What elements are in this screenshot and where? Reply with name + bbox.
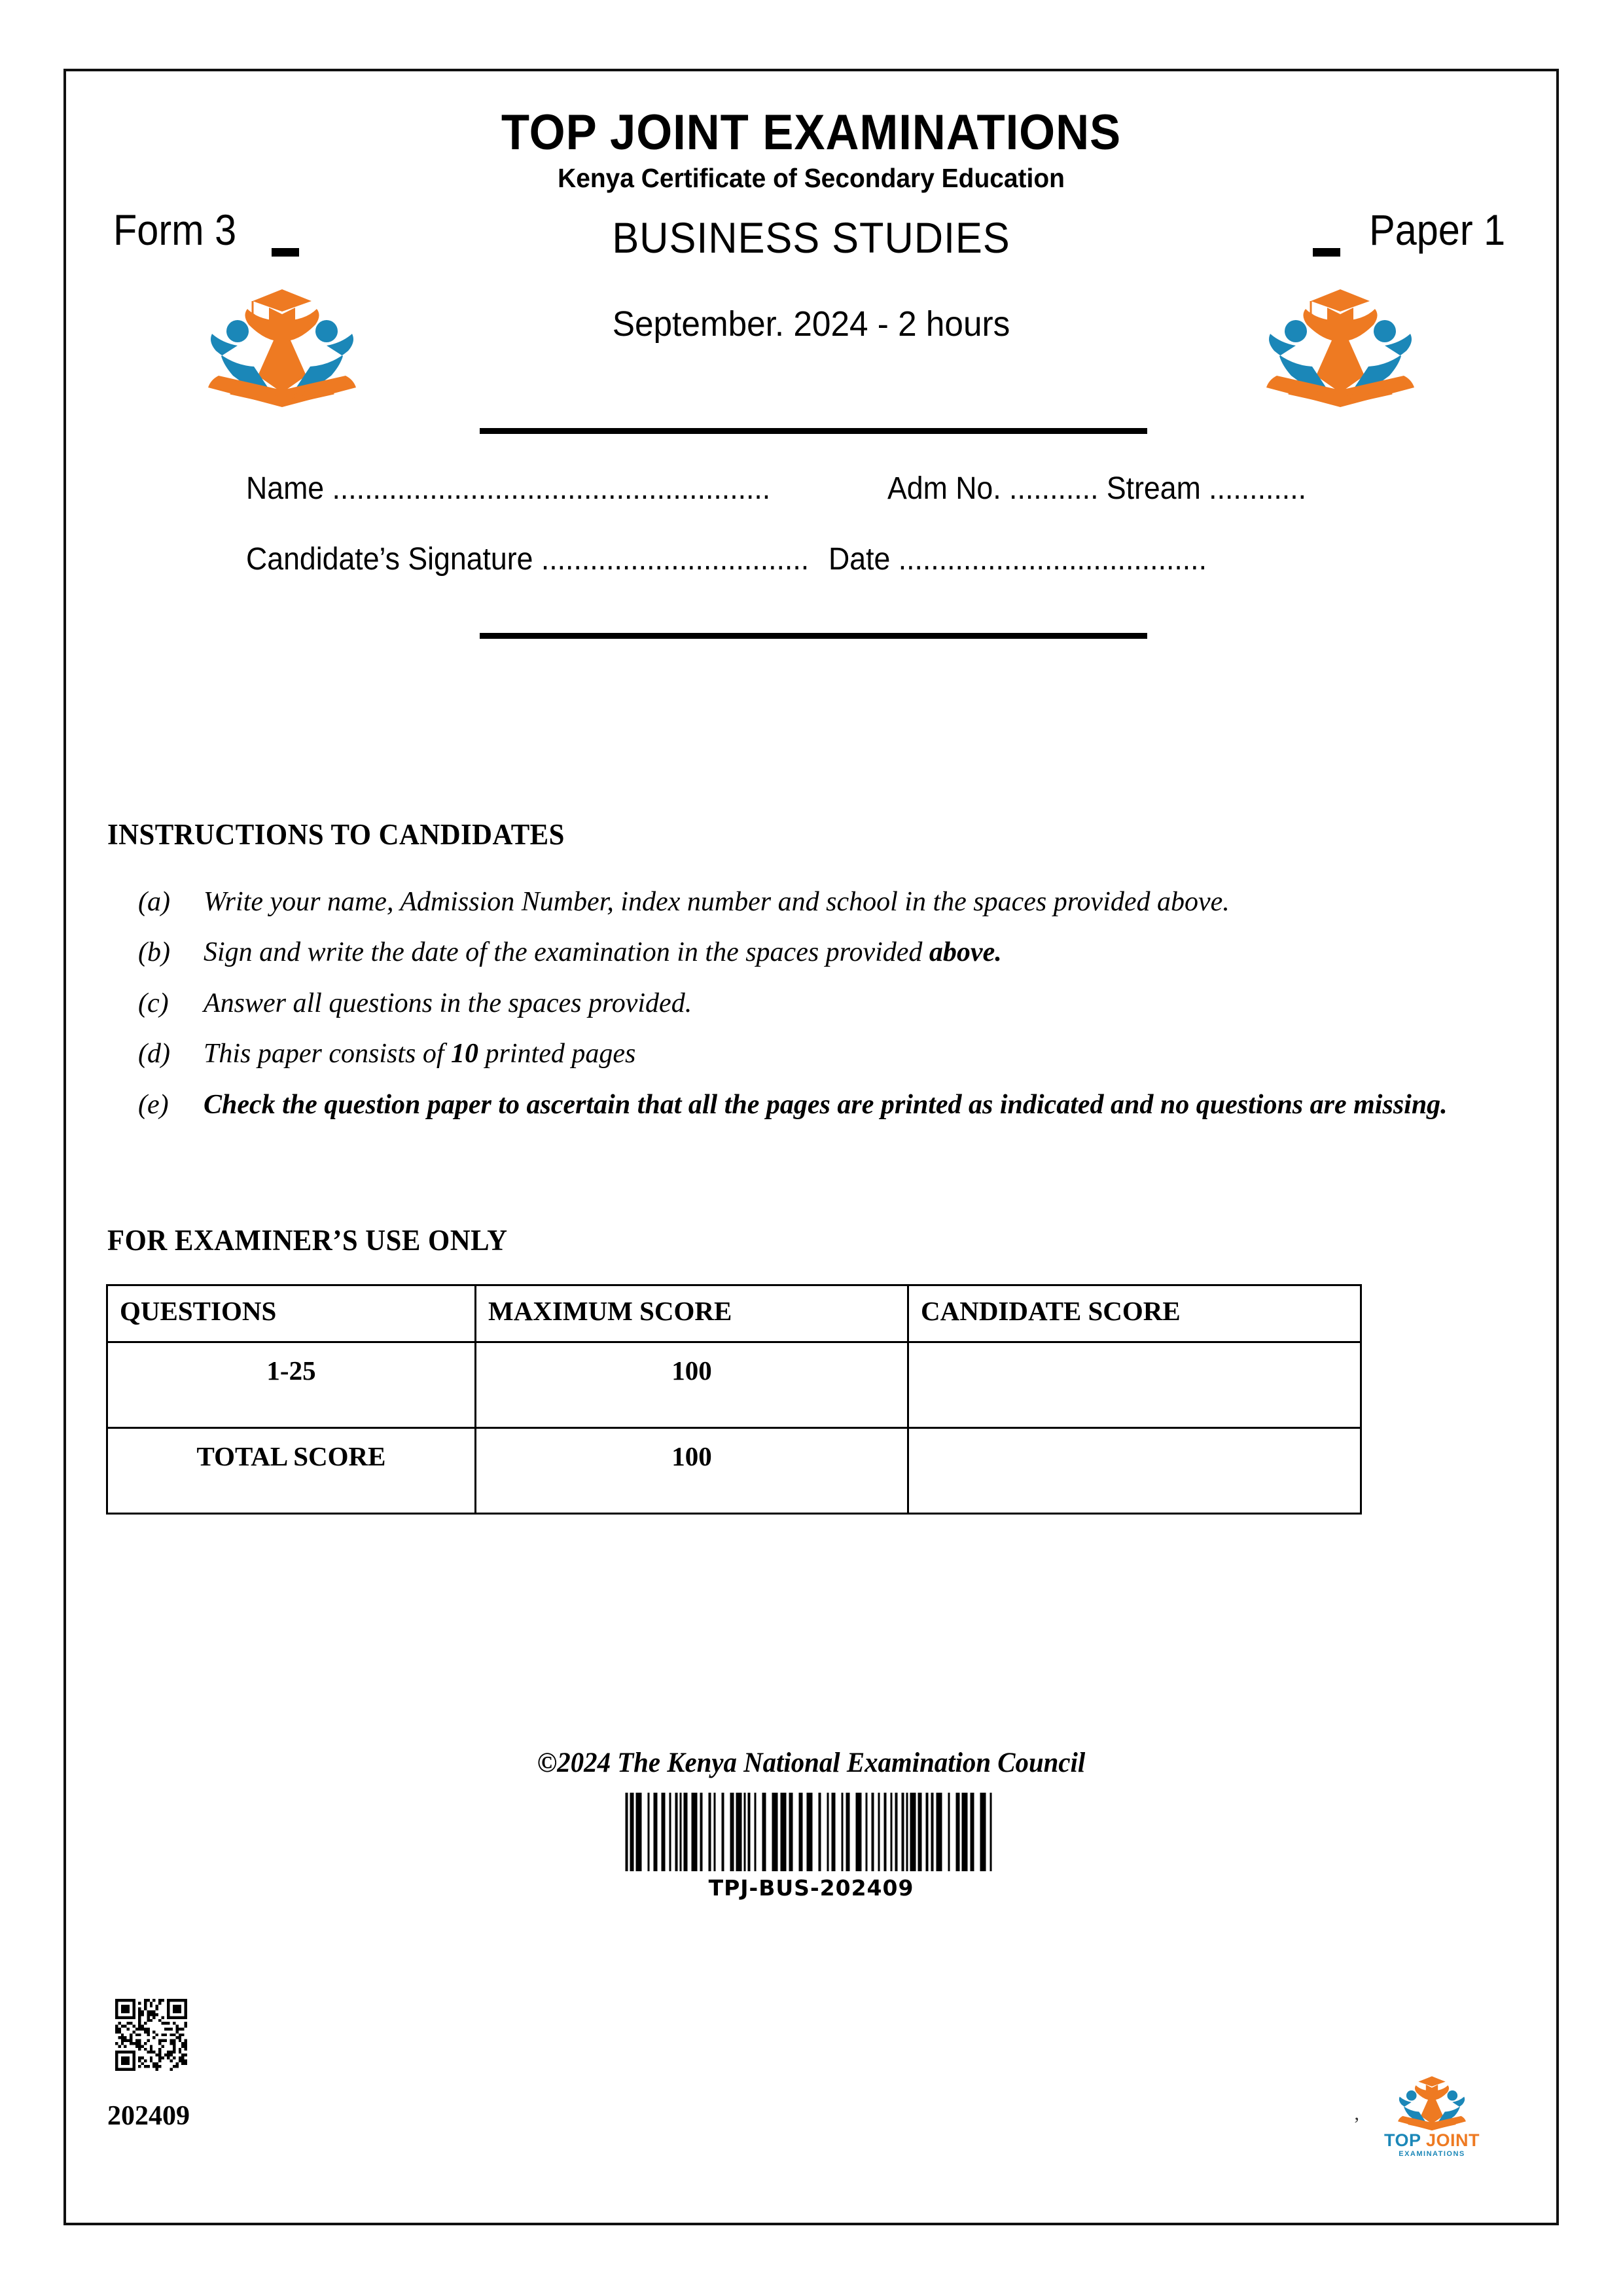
- copyright-notice: ©2024 The Kenya National Examination Council: [537, 1748, 1086, 1778]
- instructions-list: [138, 884, 1504, 1138]
- dash-separator-right-icon: [1313, 248, 1340, 257]
- instruction-marker: (c): [138, 988, 169, 1018]
- instruction-text: Write your name, Admission Number, index number and school in the spaces provided above.: [204, 887, 1230, 917]
- examiner-score-table: [106, 1284, 1362, 1515]
- instruction-text: Sign and write the date of the examination in the spaces provided above.: [204, 937, 1002, 968]
- date-field[interactable]: Date ......................................: [829, 542, 1207, 577]
- cell-total-candidate-score-input[interactable]: [908, 1428, 1361, 1514]
- barcode-label: TPJ-BUS-202409: [708, 1875, 914, 1901]
- instruction-emphasis: above.: [929, 937, 1002, 968]
- barcode-block: [625, 1793, 997, 1901]
- logo-subtitle: EXAMINATIONS: [1399, 2150, 1465, 2158]
- instruction-item-e: [138, 1087, 1504, 1123]
- qr-code-icon: [115, 1999, 187, 2071]
- instruction-marker: (e): [138, 1089, 169, 1120]
- cell-maximum-score: 100: [476, 1342, 908, 1428]
- subject-label: BUSINESS STUDIES: [612, 213, 1010, 262]
- cell-total-maximum-score: 100: [476, 1428, 908, 1514]
- instruction-marker: (a): [138, 887, 170, 917]
- column-header-questions: QUESTIONS: [107, 1285, 476, 1342]
- instruction-item-d: [138, 1036, 1504, 1072]
- barcode-icon: [625, 1793, 997, 1871]
- adm-no-stream-field[interactable]: Adm No. ........... Stream ............: [887, 471, 1306, 506]
- logo-word-top: TOP: [1383, 2130, 1421, 2150]
- instructions-heading: INSTRUCTIONS TO CANDIDATES: [107, 818, 565, 851]
- header-divider-bottom: [480, 633, 1147, 639]
- cell-total-score-label: TOTAL SCORE: [107, 1428, 476, 1514]
- instruction-text: This paper consists of 10 printed pages: [204, 1039, 636, 1069]
- table-row: [107, 1342, 1361, 1428]
- examiner-heading: FOR EXAMINER’S USE ONLY: [107, 1224, 508, 1257]
- logo-wordmark: [1380, 2132, 1484, 2149]
- stray-mark: ’: [1353, 2113, 1360, 2135]
- page-code: 202409: [107, 2101, 190, 2131]
- table-row: [107, 1428, 1361, 1514]
- instruction-emphasis: 10: [451, 1039, 479, 1069]
- instruction-item-c: [138, 986, 1504, 1022]
- exam-title: TOP JOINT EXAMINATIONS: [501, 105, 1122, 160]
- instruction-item-a: [138, 884, 1504, 920]
- instruction-text: Answer all questions in the spaces provided.: [204, 988, 692, 1018]
- cell-candidate-score-input[interactable]: [908, 1342, 1361, 1428]
- subject-title-row: [66, 201, 1556, 273]
- paper-label: Paper 1: [1368, 206, 1505, 254]
- cell-questions-range: 1-25: [107, 1342, 476, 1428]
- column-header-candidate-score: CANDIDATE SCORE: [908, 1285, 1361, 1342]
- form-label: Form 3: [113, 206, 237, 254]
- header-divider-top: [480, 428, 1147, 434]
- exam-subtitle: Kenya Certificate of Secondary Education: [558, 163, 1065, 193]
- top-joint-footer-logo: [1380, 2071, 1484, 2158]
- column-header-maximum-score: MAXIMUM SCORE: [476, 1285, 908, 1342]
- logo-word-joint: JOINT: [1426, 2130, 1480, 2150]
- top-joint-logo-right-icon: [1265, 278, 1416, 408]
- instruction-item-b: [138, 935, 1504, 971]
- candidate-signature-field[interactable]: Candidate’s Signature .................................: [246, 542, 810, 577]
- exam-paper-page: [63, 69, 1559, 2225]
- session-label: September. 2024 - 2 hours: [612, 304, 1010, 344]
- top-joint-logo-mark-icon: [1394, 2071, 1470, 2131]
- table-header-row: [107, 1285, 1361, 1342]
- instruction-marker: (b): [138, 937, 170, 968]
- instruction-marker: (d): [138, 1039, 170, 1069]
- top-joint-logo-left-icon: [207, 278, 357, 408]
- name-field[interactable]: Name ......................................................: [246, 471, 771, 506]
- instruction-text: Check the question paper to ascertain that all the pages are printed as indicated and no questions are missing.: [204, 1089, 1448, 1120]
